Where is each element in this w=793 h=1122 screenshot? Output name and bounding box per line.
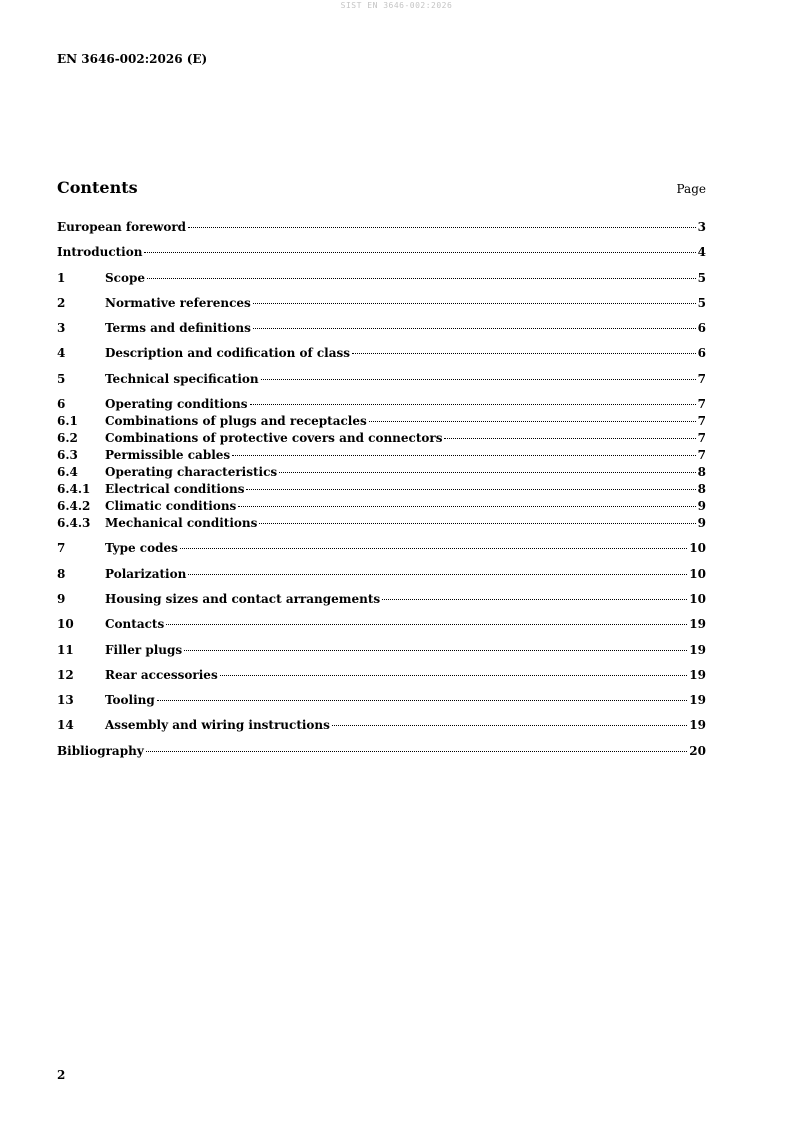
- toc-leader-dots: [246, 489, 695, 490]
- toc-entry-title: Rear accessories: [105, 667, 218, 682]
- toc-entry-page: 7: [697, 397, 706, 412]
- toc-entry-number: 6.4.3: [57, 516, 91, 531]
- toc-entry-page: 7: [697, 414, 706, 429]
- toc-entry-number: 3: [57, 321, 66, 336]
- toc-entry[interactable]: [57, 566, 706, 583]
- toc-entry-number: 2: [57, 295, 66, 310]
- toc-entry-page: 9: [697, 499, 706, 514]
- toc-entry-page: 19: [689, 718, 706, 733]
- toc-entry-number: 14: [57, 718, 74, 733]
- toc-entry[interactable]: [57, 413, 706, 430]
- toc-entry[interactable]: [57, 540, 706, 557]
- toc-entry[interactable]: [57, 642, 706, 659]
- toc-entry-title: Normative references: [105, 295, 251, 310]
- toc-entry-title: Filler plugs: [105, 642, 183, 657]
- toc-entry-page: 5: [697, 295, 706, 310]
- toc-entry-number: 12: [57, 667, 74, 682]
- toc-entry-number: 13: [57, 693, 74, 708]
- toc-leader-dots: [279, 472, 695, 473]
- toc-entry-title: Combinations of protective covers and connectors: [105, 431, 443, 446]
- toc-entry-page: 10: [689, 591, 706, 606]
- toc-entry-title: Introduction: [57, 245, 143, 260]
- toc-leader-dots: [232, 455, 695, 456]
- toc-entry-title: Climatic conditions: [105, 499, 237, 514]
- toc-entry[interactable]: [57, 743, 706, 760]
- toc-entry[interactable]: [57, 219, 706, 236]
- toc-entry[interactable]: [57, 591, 706, 608]
- toc-entry-number: 6.1: [57, 414, 78, 429]
- toc-entry-page: 19: [689, 693, 706, 708]
- document-id: EN 3646-002:2026 (E): [57, 52, 208, 66]
- toc-leader-dots: [146, 751, 688, 752]
- toc-entry-page: 5: [697, 270, 706, 285]
- toc-leader-dots: [253, 328, 696, 329]
- toc-leader-dots: [369, 421, 696, 422]
- toc-entry-title: Description and codification of class: [105, 346, 351, 361]
- toc-entry-number: 1: [57, 270, 66, 285]
- toc-entry-page: 19: [689, 667, 706, 682]
- toc-entry-page: 6: [697, 321, 706, 336]
- toc-leader-dots: [261, 379, 696, 380]
- toc-entry-number: 6.2: [57, 431, 78, 446]
- toc-entry-number: 6: [57, 397, 66, 412]
- toc-entry[interactable]: [57, 270, 706, 287]
- toc-entry-title: Electrical conditions: [105, 482, 245, 497]
- toc-entry-page: 7: [697, 431, 706, 446]
- toc-leader-dots: [184, 650, 687, 651]
- toc-entry-title: Contacts: [105, 617, 165, 632]
- toc-leader-dots: [220, 675, 688, 676]
- toc-entry-title: European foreword: [57, 220, 187, 234]
- toc-entry-page: 9: [697, 516, 706, 531]
- toc-entry-page: 4: [697, 245, 706, 260]
- toc-entry[interactable]: [57, 717, 706, 734]
- toc-entry-page: 20: [689, 743, 706, 758]
- toc-leader-dots: [238, 506, 695, 507]
- toc-entry-title: Housing sizes and contact arrangements: [105, 591, 381, 606]
- toc-entry[interactable]: [57, 692, 706, 709]
- toc-entry-title: Tooling: [105, 693, 155, 708]
- toc-leader-dots: [444, 438, 695, 439]
- toc-entry[interactable]: [57, 515, 706, 532]
- toc-entry[interactable]: [57, 430, 706, 447]
- toc-entry-page: 3: [697, 220, 706, 234]
- toc-leader-dots: [352, 353, 696, 354]
- toc-entry-title: Assembly and wiring instructions: [105, 718, 330, 733]
- toc-entry[interactable]: [57, 345, 706, 362]
- toc-leader-dots: [157, 700, 688, 701]
- toc-entry[interactable]: [57, 481, 706, 498]
- toc-entry-page: 19: [689, 617, 706, 632]
- watermark: SIST EN 3646-002:2026: [340, 1, 453, 10]
- toc-entry-number: 6.3: [57, 448, 78, 463]
- toc-leader-dots: [180, 548, 687, 549]
- toc-entry-number: 6.4: [57, 465, 78, 480]
- toc-entry-number: 10: [57, 617, 74, 632]
- toc-entry[interactable]: [57, 447, 706, 464]
- page-column-label: Page: [676, 182, 706, 196]
- toc-entry-number: 6.4.1: [57, 482, 91, 497]
- toc-entry-number: 5: [57, 371, 66, 386]
- toc-entry[interactable]: [57, 244, 706, 261]
- toc-entry-title: Combinations of plugs and receptacles: [105, 414, 367, 429]
- toc-entry-title: Polarization: [105, 566, 187, 581]
- toc-leader-dots: [166, 624, 687, 625]
- toc-leader-dots: [382, 599, 687, 600]
- table-of-contents: [57, 219, 706, 760]
- toc-entry-page: 8: [697, 482, 706, 497]
- toc-leader-dots: [250, 404, 696, 405]
- toc-entry-number: 8: [57, 566, 66, 581]
- toc-leader-dots: [144, 252, 695, 253]
- toc-entry-title: Mechanical conditions: [105, 516, 258, 531]
- toc-entry[interactable]: [57, 616, 706, 633]
- toc-entry-page: 7: [697, 448, 706, 463]
- toc-entry[interactable]: [57, 396, 706, 413]
- page-number: 2: [57, 1068, 66, 1082]
- toc-entry-page: 10: [689, 541, 706, 556]
- toc-entry-title: Type codes: [105, 541, 178, 556]
- toc-leader-dots: [188, 227, 696, 228]
- toc-entry-number: 7: [57, 541, 66, 556]
- toc-entry-page: 7: [697, 371, 706, 386]
- toc-entry[interactable]: [57, 464, 706, 481]
- toc-entry-title: Operating conditions: [105, 397, 248, 412]
- toc-leader-dots: [253, 303, 696, 304]
- toc-entry[interactable]: [57, 498, 706, 515]
- toc-leader-dots: [332, 725, 687, 726]
- toc-entry-page: 8: [697, 465, 706, 480]
- toc-entry-page: 19: [689, 642, 706, 657]
- toc-entry[interactable]: [57, 320, 706, 337]
- toc-entry-number: 4: [57, 346, 66, 361]
- toc-entry-title: Operating characteristics: [105, 465, 278, 480]
- toc-entry-title: Bibliography: [57, 743, 144, 758]
- toc-entry-page: 6: [697, 346, 706, 361]
- toc-entry-number: 9: [57, 591, 66, 606]
- toc-entry[interactable]: [57, 667, 706, 684]
- toc-leader-dots: [147, 278, 696, 279]
- toc-entry-page: 10: [689, 566, 706, 581]
- toc-leader-dots: [188, 574, 687, 575]
- toc-entry-number: 11: [57, 642, 74, 657]
- contents-title: Contents: [57, 178, 138, 197]
- toc-entry[interactable]: [57, 295, 706, 312]
- toc-leader-dots: [259, 523, 695, 524]
- toc-entry-number: 6.4.2: [57, 499, 91, 514]
- contents-header: [57, 178, 706, 197]
- toc-entry-title: Terms and definitions: [105, 321, 251, 336]
- toc-entry-title: Permissible cables: [105, 448, 231, 463]
- toc-entry[interactable]: [57, 371, 706, 388]
- toc-entry-title: Scope: [105, 270, 146, 285]
- toc-entry-title: Technical specification: [105, 371, 259, 386]
